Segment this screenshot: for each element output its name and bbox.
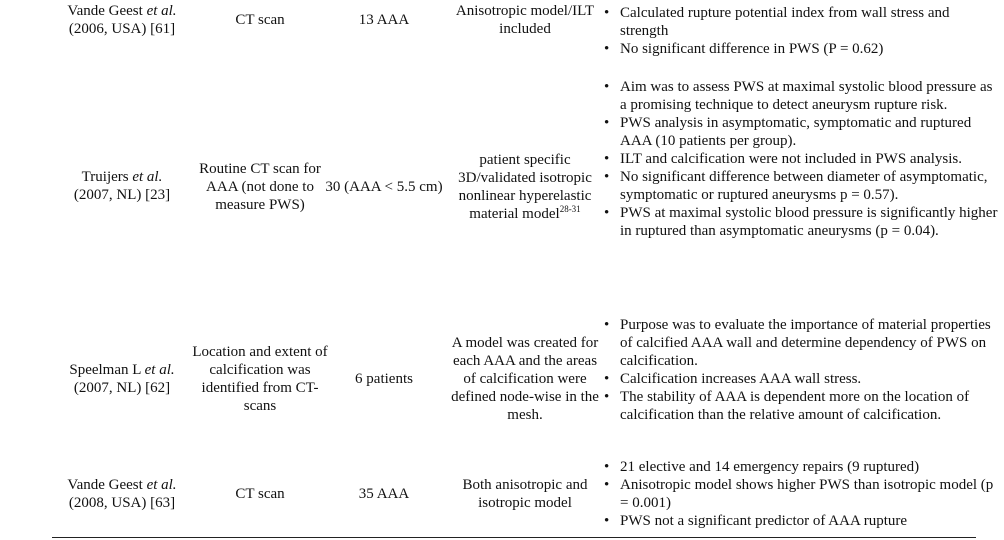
model-cell	[448, 2, 602, 38]
list-item: • PWS not a significant predictor of AAA rupture	[602, 512, 1000, 530]
model-text: A model was created for each AAA and the areas of calcification were defined node-wise in the mesh.	[451, 335, 599, 423]
study-cell	[52, 168, 192, 204]
findings-cell	[602, 78, 1000, 240]
study-cell	[52, 476, 192, 512]
list-item: • No significant difference between diameter of asymptomatic, symptomatic or ruptured aneurysms p = 0.57).	[602, 168, 1000, 204]
study-ref: (2006, USA) [61]	[68, 21, 176, 37]
study-etal: et al.	[146, 3, 177, 19]
findings-list	[602, 316, 1000, 424]
findings-cell	[602, 458, 1000, 530]
model-text: Both anisotropic and isotropic model	[462, 477, 588, 511]
patients-cell: 30 (AAA < 5.5 cm)	[325, 179, 443, 195]
model-text: patient specific 3D/validated isotropic nonlinear hyperelastic material model	[458, 152, 592, 222]
study-etal: et al.	[146, 477, 177, 493]
imaging-cell: Location and extent of calcification was identified from CT-scans	[192, 344, 328, 414]
list-item: • Aim was to assess PWS at maximal systolic blood pressure as a promising technique to detect aneurysm rupture risk.	[602, 78, 1000, 114]
list-item: • Purpose was to evaluate the importance of material properties of calcified AAA wall and determine dependency of PWS on calcification.	[602, 316, 1000, 370]
patients-cell: 13 AAA	[358, 12, 410, 28]
table-bottom-rule	[52, 537, 976, 538]
findings-list	[602, 458, 1000, 530]
model-ref: 28-31	[559, 204, 581, 214]
study-name: Vande Geest	[67, 477, 147, 493]
imaging-cell: Routine CT scan for AAA (not done to measure PWS)	[199, 161, 321, 213]
patients-cell: 6 patients	[355, 371, 413, 387]
list-item: • PWS at maximal systolic blood pressure is significantly higher in ruptured than asymptomatic aneurysms (p = 0.04).	[602, 204, 1000, 240]
study-name: Speelman L	[69, 362, 145, 378]
list-item: • Calculated rupture potential index from wall stress and strength	[602, 4, 1000, 40]
study-ref: (2007, NL) [62]	[73, 380, 171, 396]
imaging-cell: CT scan	[235, 486, 285, 502]
model-text: Anisotropic model/ILT included	[455, 3, 595, 37]
list-item: • The stability of AAA is dependent more on the location of calcification than the relative amount of calcification.	[602, 388, 1000, 424]
findings-list	[602, 4, 1000, 58]
imaging-cell: CT scan	[235, 12, 285, 28]
study-ref: (2008, USA) [63]	[68, 495, 176, 511]
study-name: Truijers	[81, 169, 133, 185]
study-cell	[52, 361, 192, 397]
patients-cell: 35 AAA	[358, 486, 410, 502]
list-item: • No significant difference in PWS (P = 0.62)	[602, 40, 1000, 58]
findings-cell	[602, 316, 1000, 424]
list-item: • PWS analysis in asymptomatic, symptomatic and ruptured AAA (10 patients per group).	[602, 114, 1000, 150]
list-item: • 21 elective and 14 emergency repairs (9 ruptured)	[602, 458, 1000, 476]
study-etal: et al.	[132, 169, 163, 185]
study-etal: et al.	[144, 362, 175, 378]
study-cell	[52, 2, 192, 38]
model-cell	[448, 151, 602, 223]
study-name: Vande Geest	[67, 3, 147, 19]
findings-cell	[602, 4, 1000, 58]
list-item: • Calcification increases AAA wall stress.	[602, 370, 1000, 388]
list-item: • ILT and calcification were not included in PWS analysis.	[602, 150, 1000, 168]
model-cell	[448, 334, 602, 424]
list-item: • Anisotropic model shows higher PWS than isotropic model (p = 0.001)	[602, 476, 1000, 512]
model-cell	[448, 476, 602, 512]
findings-list	[602, 78, 1000, 240]
study-ref: (2007, NL) [23]	[73, 187, 171, 203]
